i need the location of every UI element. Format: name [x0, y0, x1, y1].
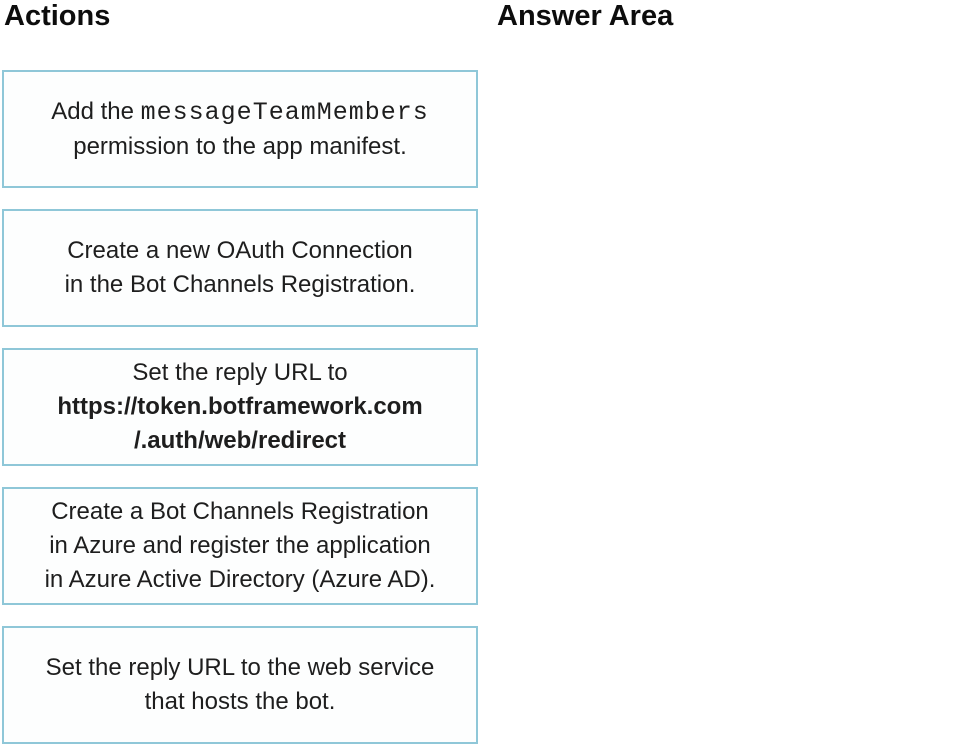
action-card-5[interactable]: [2, 626, 478, 744]
text-segment: Create a Bot Channels Registration: [51, 498, 429, 525]
card-line: [49, 529, 431, 563]
text-segment: Set the reply URL to the web service: [45, 654, 435, 681]
answer-area-heading: Answer Area: [497, 0, 674, 32]
card-line: [65, 268, 416, 302]
text-segment: in the Bot Channels Registration.: [64, 271, 416, 298]
card-line: [73, 130, 407, 164]
text-segment: /.auth/web/redirect: [133, 427, 347, 454]
card-line: [51, 495, 429, 529]
card-line: [132, 356, 347, 390]
text-segment: in Azure Active Directory (Azure AD).: [44, 566, 436, 593]
text-segment: https://token.botframework.com: [57, 393, 423, 420]
card-line: [51, 95, 428, 130]
text-segment: messageTeamMembers: [140, 97, 429, 127]
text-segment: that hosts the bot.: [144, 688, 336, 715]
card-line: [67, 234, 413, 268]
action-card-3[interactable]: [2, 348, 478, 466]
action-card-2[interactable]: [2, 209, 478, 327]
card-line: [45, 563, 436, 597]
actions-heading: Actions: [4, 0, 111, 32]
card-line: [57, 390, 422, 424]
card-line: [134, 424, 346, 458]
action-card-4[interactable]: [2, 487, 478, 605]
card-line: [46, 651, 435, 685]
card-line: [145, 685, 336, 719]
text-segment: permission to the app manifest.: [73, 132, 407, 160]
text-segment: Add the: [51, 97, 141, 125]
action-card-1[interactable]: [2, 70, 478, 188]
text-segment: Create a new OAuth Connection: [67, 237, 413, 264]
answer-area-dropzone[interactable]: [497, 55, 967, 745]
text-segment: Set the reply URL to: [132, 359, 348, 386]
text-segment: in Azure and register the application: [49, 532, 431, 559]
actions-list: [2, 70, 478, 744]
